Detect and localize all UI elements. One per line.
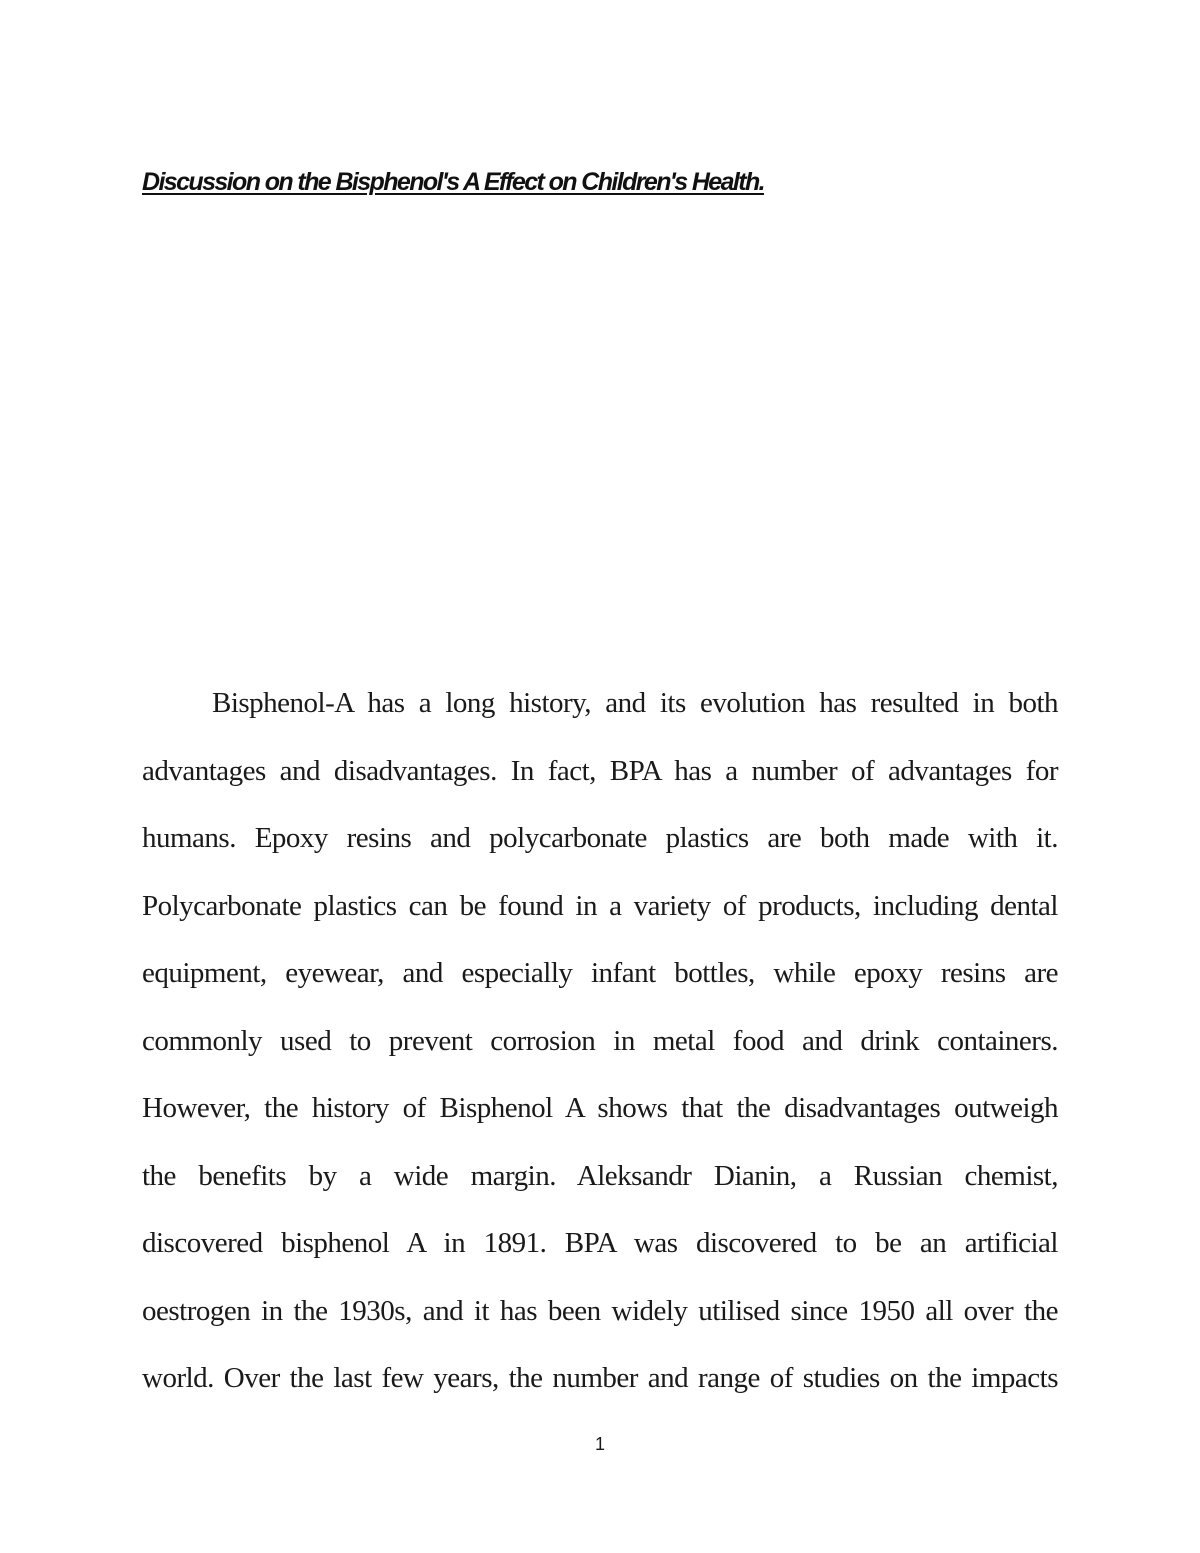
paragraph-line: advantages and disadvantages. In fact, BPA has a number of advantages for [142,754,1058,787]
paragraph-line: equipment, eyewear, and especially infant bottles, while epoxy resins are [142,957,1058,989]
paragraph-line: discovered bisphenol A in 1891. BPA was discovered to be an artificial [142,1227,1058,1259]
paragraph-line: commonly used to prevent corrosion in metal food and drink containers. [142,1024,1058,1057]
paragraph-line: world. Over the last few years, the number and range of studies on the impacts [142,1362,1058,1394]
paragraph-line: However, the history of Bisphenol A shows that the disadvantages outweigh [142,1092,1058,1124]
paragraph-line: Bisphenol-A has a long history, and its evolution has resulted in both [212,687,1058,719]
paragraph-line: Polycarbonate plastics can be found in a variety of products, including dental [142,889,1058,922]
paragraph-line: humans. Epoxy resins and polycarbonate plastics are both made with it. [142,822,1058,854]
document-title: Discussion on the Bisphenol's A Effect on Children's Health. [142,168,765,196]
paragraph-line: the benefits by a wide margin. Aleksandr Dianin, a Russian chemist, [142,1159,1058,1192]
body-paragraph [142,682,1058,1425]
page-number: 1 [594,1434,605,1454]
paragraph-line: oestrogen in the 1930s, and it has been widely utilised since 1950 all over the [142,1294,1058,1327]
